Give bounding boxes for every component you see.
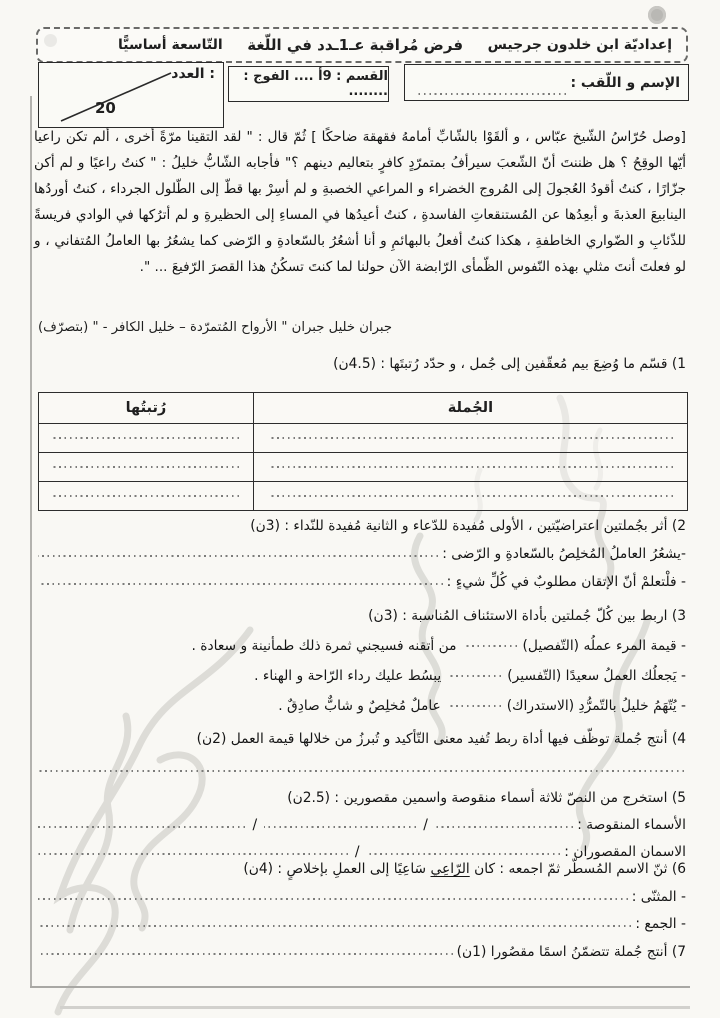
blank-line [38,853,348,855]
answer-table [38,392,688,511]
question-1: 1) قسّم ما وُضِعَ بيم مُعقّفين إلى جُمل ، و حدّد رُتبتَها : (4.5ن) [333,356,686,372]
question-5-row-2: الاسمان المقصوران : / [34,844,686,860]
table-row [39,452,687,481]
blank-line [38,555,438,557]
class-group-box [228,66,389,102]
exam-title: فرض مُراقبة عـ1ـدد في اللّغة [247,36,464,54]
table-header-sentence: الجُملة [253,393,687,423]
class-group-label: القسم : 9أ .... الفوج : ........ [243,69,388,99]
student-name-label: الإسم و اللّقب : [570,74,680,91]
table-row [39,423,687,452]
table-header-row [39,393,687,423]
blank-line [38,583,443,585]
score-label: العدد : [171,66,215,82]
score-slash-line [39,63,221,125]
question-6-item-2: - الجمع : [34,916,686,932]
blank-line [367,853,561,855]
blank-gap [447,675,501,677]
question-3-item-3: - يُتّهَمُ خليلُ بالتّمرُّدِ (الاستدراك)عاملٌ مُخلِصٌ و شابٌّ صادِقٌ . [278,698,686,714]
school-name: إعداديّة ابن خلدون جرجيس [487,37,672,53]
question-7: 7) أنتج جُملة تتضمّنُ اسمًا مقصُورا (1ن) [34,944,686,960]
question-5: 5) استخرج من النصّ ثلاثة أسماء منقوصة واسمين مقصورين : (2.5ن) [287,790,686,806]
blank-line [53,437,239,439]
grade-level: التّاسعة أساسيًّا [118,37,223,53]
score-total: 20 [95,99,116,117]
scan-shadow [60,1006,690,1009]
underlined-word: الرّاعِي [430,861,470,877]
blank-line [268,437,673,439]
table-header-rank: رُتبتُها [125,400,167,416]
blank-line [268,466,673,468]
question-3: 3) اربط بين كُلّ جُملتين بأداة الاستئناف المُناسبة : (3ن) [368,608,686,624]
question-5-row-1: الأسماء المنقوصة : / / [34,817,686,833]
blank-line [38,826,245,828]
blank-line [268,495,673,497]
header-strip [36,27,688,63]
blank-line [435,826,573,828]
blank-gap [447,705,501,707]
page-edge-bottom [30,986,690,988]
student-name-blank-line [417,93,566,95]
blank-gap [463,645,517,647]
question-3-item-2: - يَجعلُك العملُ سعيدًا (التّفسير)يبسُط عليك رداء الرّاحة و الهناء . [254,668,686,684]
passage-attribution: جبران خليل جبران " الأرواح المُتمرّدة – خليل الكافر - " (بتصرّف) [38,320,393,335]
question-2-item-2: - فلْتعلمْ أنّ الإتقان مطلوبٌ في كُلِّ شيءٍ : [34,574,686,590]
question-6: 6) ثنّ الاسم المُسطّر ثمّ اجمعه : كان الرّاعِي سَاعِيًا إلى العملِ بإخلاصٍ : (4ن) [243,861,686,877]
reading-passage: [وصل حُرّاسُ الشّيخ عبّاس ، و ألقَوْا بالشّابِّ أمامهُ فقهقهَ ضاحكًا ] ثُمّ قال : " لقد التقينا مرّةً أخرى ، ألم تكن راعيا أيّها الوقِحُ ؟ هل ظننتَ أنّ الشّعبَ سيرأفُ بمتمرّدٍ كافرٍ بتعاليم دينهم ؟" فأجابه الشّابُّ خليلُ : " كنتُ راعيًا و لم أكن جزّارًا ، كنتُ أقودُ العُجولَ إلى المُروج الخضراء و المراعي الخصبةِ و لم أسِرْ بها قطّ إلى الطّلول الجرداء ، كنتُ أوردُها الينابيعَ العذبةَ و أبعِدُها عن المُستنقعاتِ الفاسدةِ ، كنتُ أعيدُها في المساءِ إلى الحظيرةِ و لم أترُكها في الوادي فريسةً للذّئابِ و الضّواري الخاطفةِ ، هكذا كنتُ أفعلُ بالبهائمِ و أنا أشعُرُ بالسّعادةِ و الرّضى كما يشعُرُ بها العاملُ المُتفاني ، و لو فعلتَ أنتَ مثلي بهذه النّفوس الظّمأى الرّابضة الآن حولنا لما كنتَ تسكُنُ هذا القصرَ الرّفيعَ ... ". [34,129,686,275]
blank-line [264,826,416,828]
student-name-box [404,64,689,101]
blank-line [38,953,453,955]
blank-line [53,495,239,497]
page-edge-left [30,96,32,988]
blank-line [36,770,684,772]
question-3-item-1: - قيمة المرء عملُه (التّفصيل)من أتقنه فسيجني ثمرة ذلك طمأنينة و سعادة . [191,638,686,654]
question-2-item-1: -يشعُرُ العاملُ المُخلِصُ بالسّعادةِ و الرّضى : [34,546,686,562]
question-4: 4) أنتج جُملة توظّف فيها أداة ربط تُفيد معنى التّأكيد و تُبرزُ من خلالها قيمة العمل (2ن) [196,731,686,747]
question-2: 2) أثر بجُملتين اعتراضيّتين ، الأولى مُفيدة للدّعاء و الثانية مُفيدة للنّداء : (3ن) [250,518,686,534]
blank-line [53,466,239,468]
blank-line [38,898,628,900]
hole-punch-mark [648,6,666,24]
score-box [38,62,224,128]
question-6-item-1: - المثنّى : [34,889,686,905]
table-row [39,481,687,510]
blank-line [38,925,631,927]
